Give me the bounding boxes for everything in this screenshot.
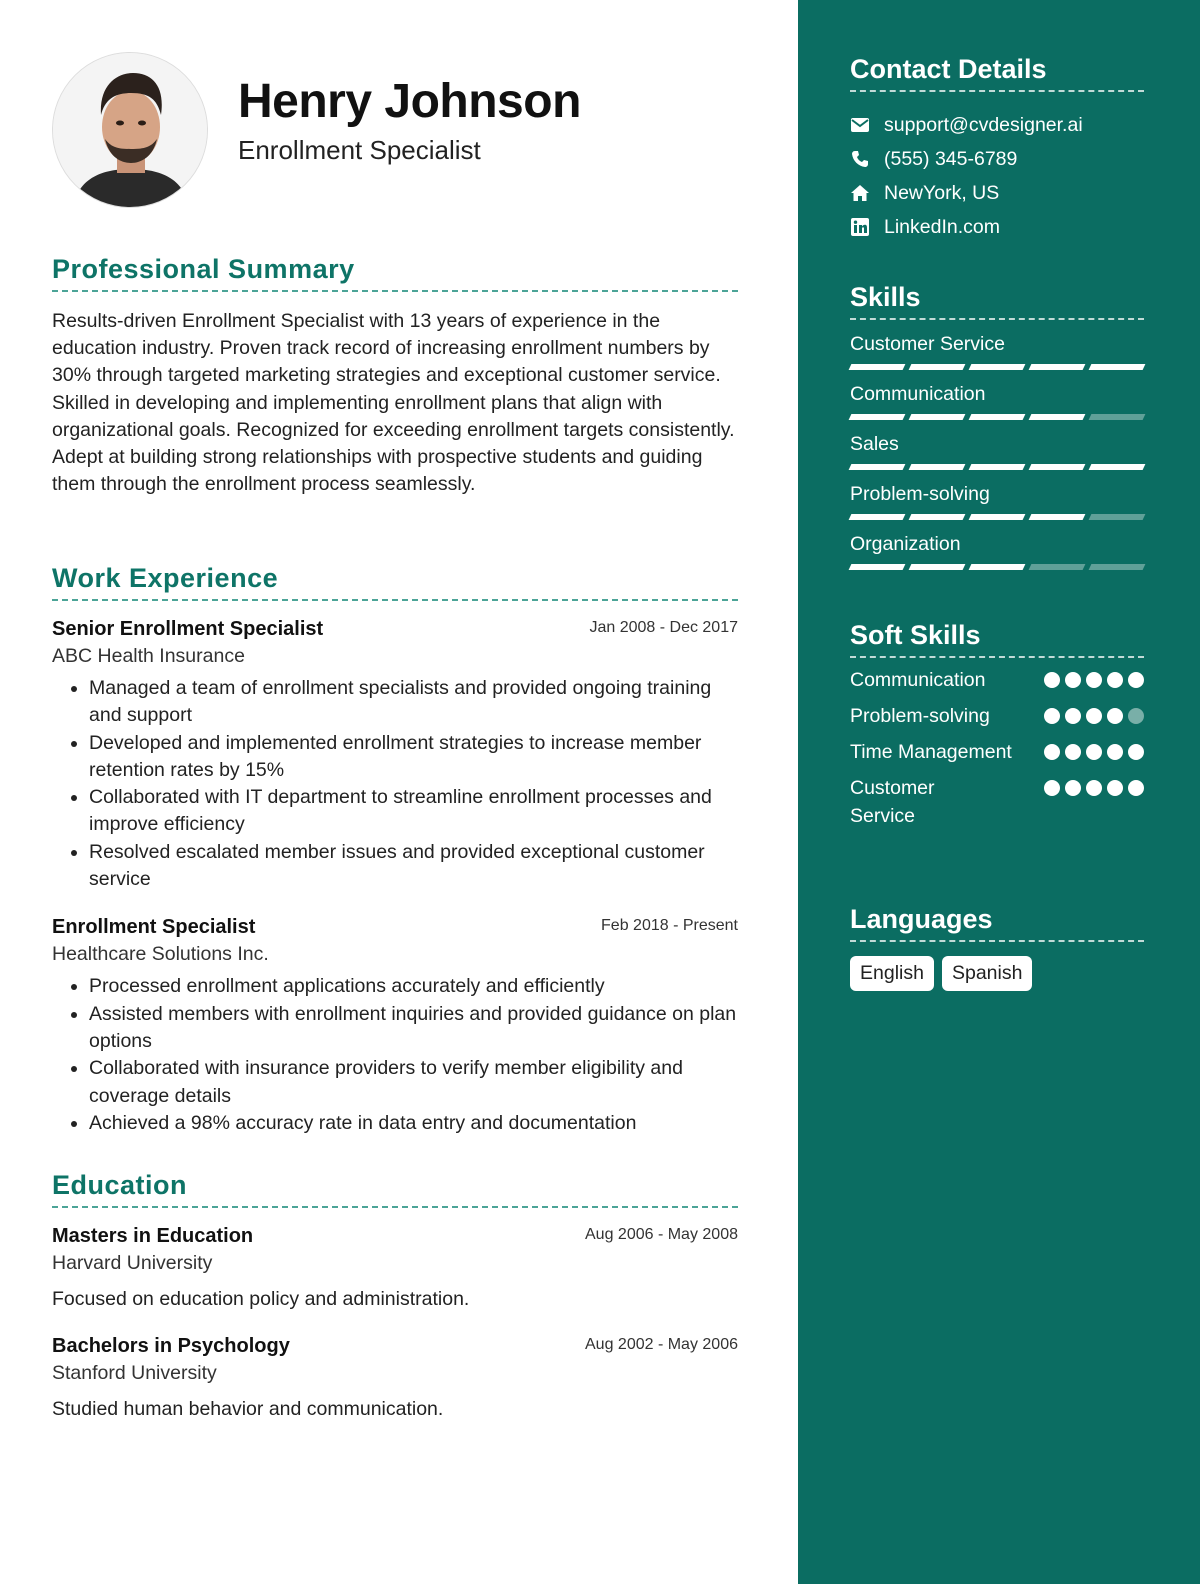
skill-level-segment <box>1029 514 1086 520</box>
education-description: Focused on education policy and administration. <box>52 1288 470 1310</box>
school-name: Harvard University <box>52 1252 213 1274</box>
job-title: Senior Enrollment Specialist <box>52 618 324 640</box>
language-tag: Spanish <box>942 956 1032 991</box>
work-section <box>52 561 738 1137</box>
rating-dot <box>1065 780 1081 796</box>
soft-skill-rating <box>1044 672 1144 688</box>
candidate-role: Enrollment Specialist <box>238 135 481 165</box>
skill-level-segment <box>1029 364 1086 370</box>
skill-level-bars <box>850 414 1144 420</box>
contact-linkedin[interactable] <box>850 210 1144 244</box>
rating-dot <box>1044 672 1060 688</box>
summary-section <box>52 252 738 498</box>
contact-section <box>850 52 1144 244</box>
rating-dot <box>1107 780 1123 796</box>
rating-dot <box>1128 708 1144 724</box>
job-date: Feb 2018 - Present <box>601 917 738 935</box>
skill-level-segment <box>909 414 966 420</box>
skill-item <box>850 430 1144 470</box>
skill-level-segment <box>909 514 966 520</box>
skill-level-segment <box>1089 414 1146 420</box>
skills-list <box>850 330 1144 570</box>
skill-item <box>850 480 1144 520</box>
education-description: Studied human behavior and communication. <box>52 1398 444 1420</box>
envelope-icon <box>850 115 870 135</box>
skill-name: Customer Service <box>850 333 1005 355</box>
job-bullets <box>52 675 738 893</box>
resume-header <box>52 52 752 212</box>
skill-level-bars <box>850 364 1144 370</box>
skill-name: Sales <box>850 433 899 455</box>
skill-item <box>850 380 1144 420</box>
soft-skill-item <box>850 666 1144 694</box>
languages-heading: Languages <box>850 902 1144 942</box>
skill-level-bars <box>850 464 1144 470</box>
rating-dot <box>1107 744 1123 760</box>
skill-level-segment <box>849 564 906 570</box>
rating-dot <box>1065 708 1081 724</box>
soft-skill-name: Time Management <box>850 741 1012 763</box>
skill-level-segment <box>1089 514 1146 520</box>
rating-dot <box>1128 744 1144 760</box>
rating-dot <box>1086 744 1102 760</box>
soft-skill-rating <box>1044 708 1144 724</box>
skill-item <box>850 530 1144 570</box>
linkedin-icon <box>850 217 870 237</box>
list-item: • Assisted members with enrollment inquiries and provided guidance on plan options <box>89 1001 738 1056</box>
rating-dot <box>1044 780 1060 796</box>
rating-dot <box>1044 744 1060 760</box>
job-entry <box>52 913 738 1137</box>
rating-dot <box>1107 672 1123 688</box>
sidebar <box>798 0 1200 1584</box>
linkedin-text: LinkedIn.com <box>884 215 1000 238</box>
profile-photo <box>52 52 208 208</box>
contact-phone[interactable] <box>850 142 1144 176</box>
job-date: Jan 2008 - Dec 2017 <box>589 619 738 636</box>
language-tags <box>850 956 1144 991</box>
email-text: support@cvdesigner.ai <box>884 113 1083 136</box>
work-heading: Work Experience <box>52 561 738 601</box>
soft-skills-list <box>850 666 1144 830</box>
rating-dot <box>1065 672 1081 688</box>
skill-level-segment <box>969 364 1026 370</box>
soft-skills-section <box>850 618 1144 830</box>
skill-level-segment <box>849 514 906 520</box>
education-section <box>52 1168 738 1422</box>
skill-level-segment <box>1029 564 1086 570</box>
summary-text: Results-driven Enrollment Specialist with 13 years of experience in the education industry. Proven track record of increasing enrollment numbers by 30% through targeted marketing strategies and exceptional customer service. Skilled in developing and implementing enrollment plans that align with organizational goals. Recognized for exceeding enrollment targets consistently. Adept at building strong relationships with prospective students and guiding them through the enrollment process seamlessly. <box>52 310 735 496</box>
skill-level-bars <box>850 564 1144 570</box>
degree-title: Bachelors in Psychology <box>52 1335 290 1357</box>
list-item: • Resolved escalated member issues and provided exceptional customer service <box>89 839 738 894</box>
rating-dot <box>1128 672 1144 688</box>
soft-skill-item <box>850 774 1144 830</box>
skills-section <box>850 280 1144 570</box>
contact-heading: Contact Details <box>850 52 1144 92</box>
skill-item <box>850 330 1144 370</box>
soft-skill-name: Communication <box>850 669 986 691</box>
skill-level-bars <box>850 514 1144 520</box>
skill-level-segment <box>1089 464 1146 470</box>
soft-skill-rating <box>1044 780 1144 796</box>
education-entry <box>52 1332 738 1422</box>
list-item: • Developed and implemented enrollment strategies to increase member retention rates by 15% <box>89 730 738 785</box>
skill-name: Organization <box>850 533 961 555</box>
contact-email[interactable] <box>850 108 1144 142</box>
rating-dot <box>1086 708 1102 724</box>
skill-level-segment <box>1029 464 1086 470</box>
phone-text: (555) 345-6789 <box>884 147 1018 170</box>
education-date: Aug 2002 - May 2006 <box>585 1336 738 1353</box>
soft-skill-rating <box>1044 744 1144 760</box>
candidate-name: Henry Johnson <box>238 75 581 128</box>
location-text: NewYork, US <box>884 181 1000 204</box>
skill-level-segment <box>849 464 906 470</box>
job-entry <box>52 615 738 893</box>
skill-level-segment <box>1029 414 1086 420</box>
skill-level-segment <box>969 414 1026 420</box>
skill-level-segment <box>969 564 1026 570</box>
language-tag: English <box>850 956 934 991</box>
rating-dot <box>1086 780 1102 796</box>
skill-level-segment <box>909 464 966 470</box>
skill-level-segment <box>909 364 966 370</box>
skill-level-segment <box>1089 564 1146 570</box>
list-item: • Managed a team of enrollment specialists and provided ongoing training and support <box>89 675 738 730</box>
list-item: • Collaborated with insurance providers to verify member eligibility and coverage details <box>89 1055 738 1110</box>
skill-level-segment <box>909 564 966 570</box>
school-name: Stanford University <box>52 1362 217 1384</box>
education-heading: Education <box>52 1168 738 1208</box>
degree-title: Masters in Education <box>52 1225 254 1247</box>
languages-section <box>850 902 1144 991</box>
skill-level-segment <box>969 464 1026 470</box>
soft-skills-heading: Soft Skills <box>850 618 1144 658</box>
rating-dot <box>1044 708 1060 724</box>
education-entry <box>52 1222 738 1312</box>
rating-dot <box>1086 672 1102 688</box>
skill-name: Communication <box>850 383 986 405</box>
skill-level-segment <box>969 514 1026 520</box>
skill-level-segment <box>1089 364 1146 370</box>
soft-skill-name: Customer Service <box>850 777 935 827</box>
job-title: Enrollment Specialist <box>52 916 256 939</box>
job-bullets <box>52 973 738 1137</box>
job-company: Healthcare Solutions Inc. <box>52 943 269 966</box>
education-date: Aug 2006 - May 2008 <box>585 1226 738 1243</box>
phone-icon <box>850 149 870 169</box>
rating-dot <box>1107 708 1123 724</box>
summary-heading: Professional Summary <box>52 252 738 292</box>
list-item: • Collaborated with IT department to streamline enrollment processes and improve efficiency <box>89 784 738 839</box>
soft-skill-name: Problem-solving <box>850 705 990 727</box>
rating-dot <box>1065 744 1081 760</box>
skills-heading: Skills <box>850 280 1144 320</box>
soft-skill-item <box>850 738 1144 766</box>
skill-name: Problem-solving <box>850 483 990 505</box>
soft-skill-item <box>850 702 1144 730</box>
rating-dot <box>1128 780 1144 796</box>
skill-level-segment <box>849 414 906 420</box>
list-item: • Processed enrollment applications accurately and efficiently <box>89 973 738 1000</box>
home-icon <box>850 183 870 203</box>
contact-location <box>850 176 1144 210</box>
list-item: • Achieved a 98% accuracy rate in data entry and documentation <box>89 1110 738 1137</box>
skill-level-segment <box>849 364 906 370</box>
job-company: ABC Health Insurance <box>52 645 245 667</box>
